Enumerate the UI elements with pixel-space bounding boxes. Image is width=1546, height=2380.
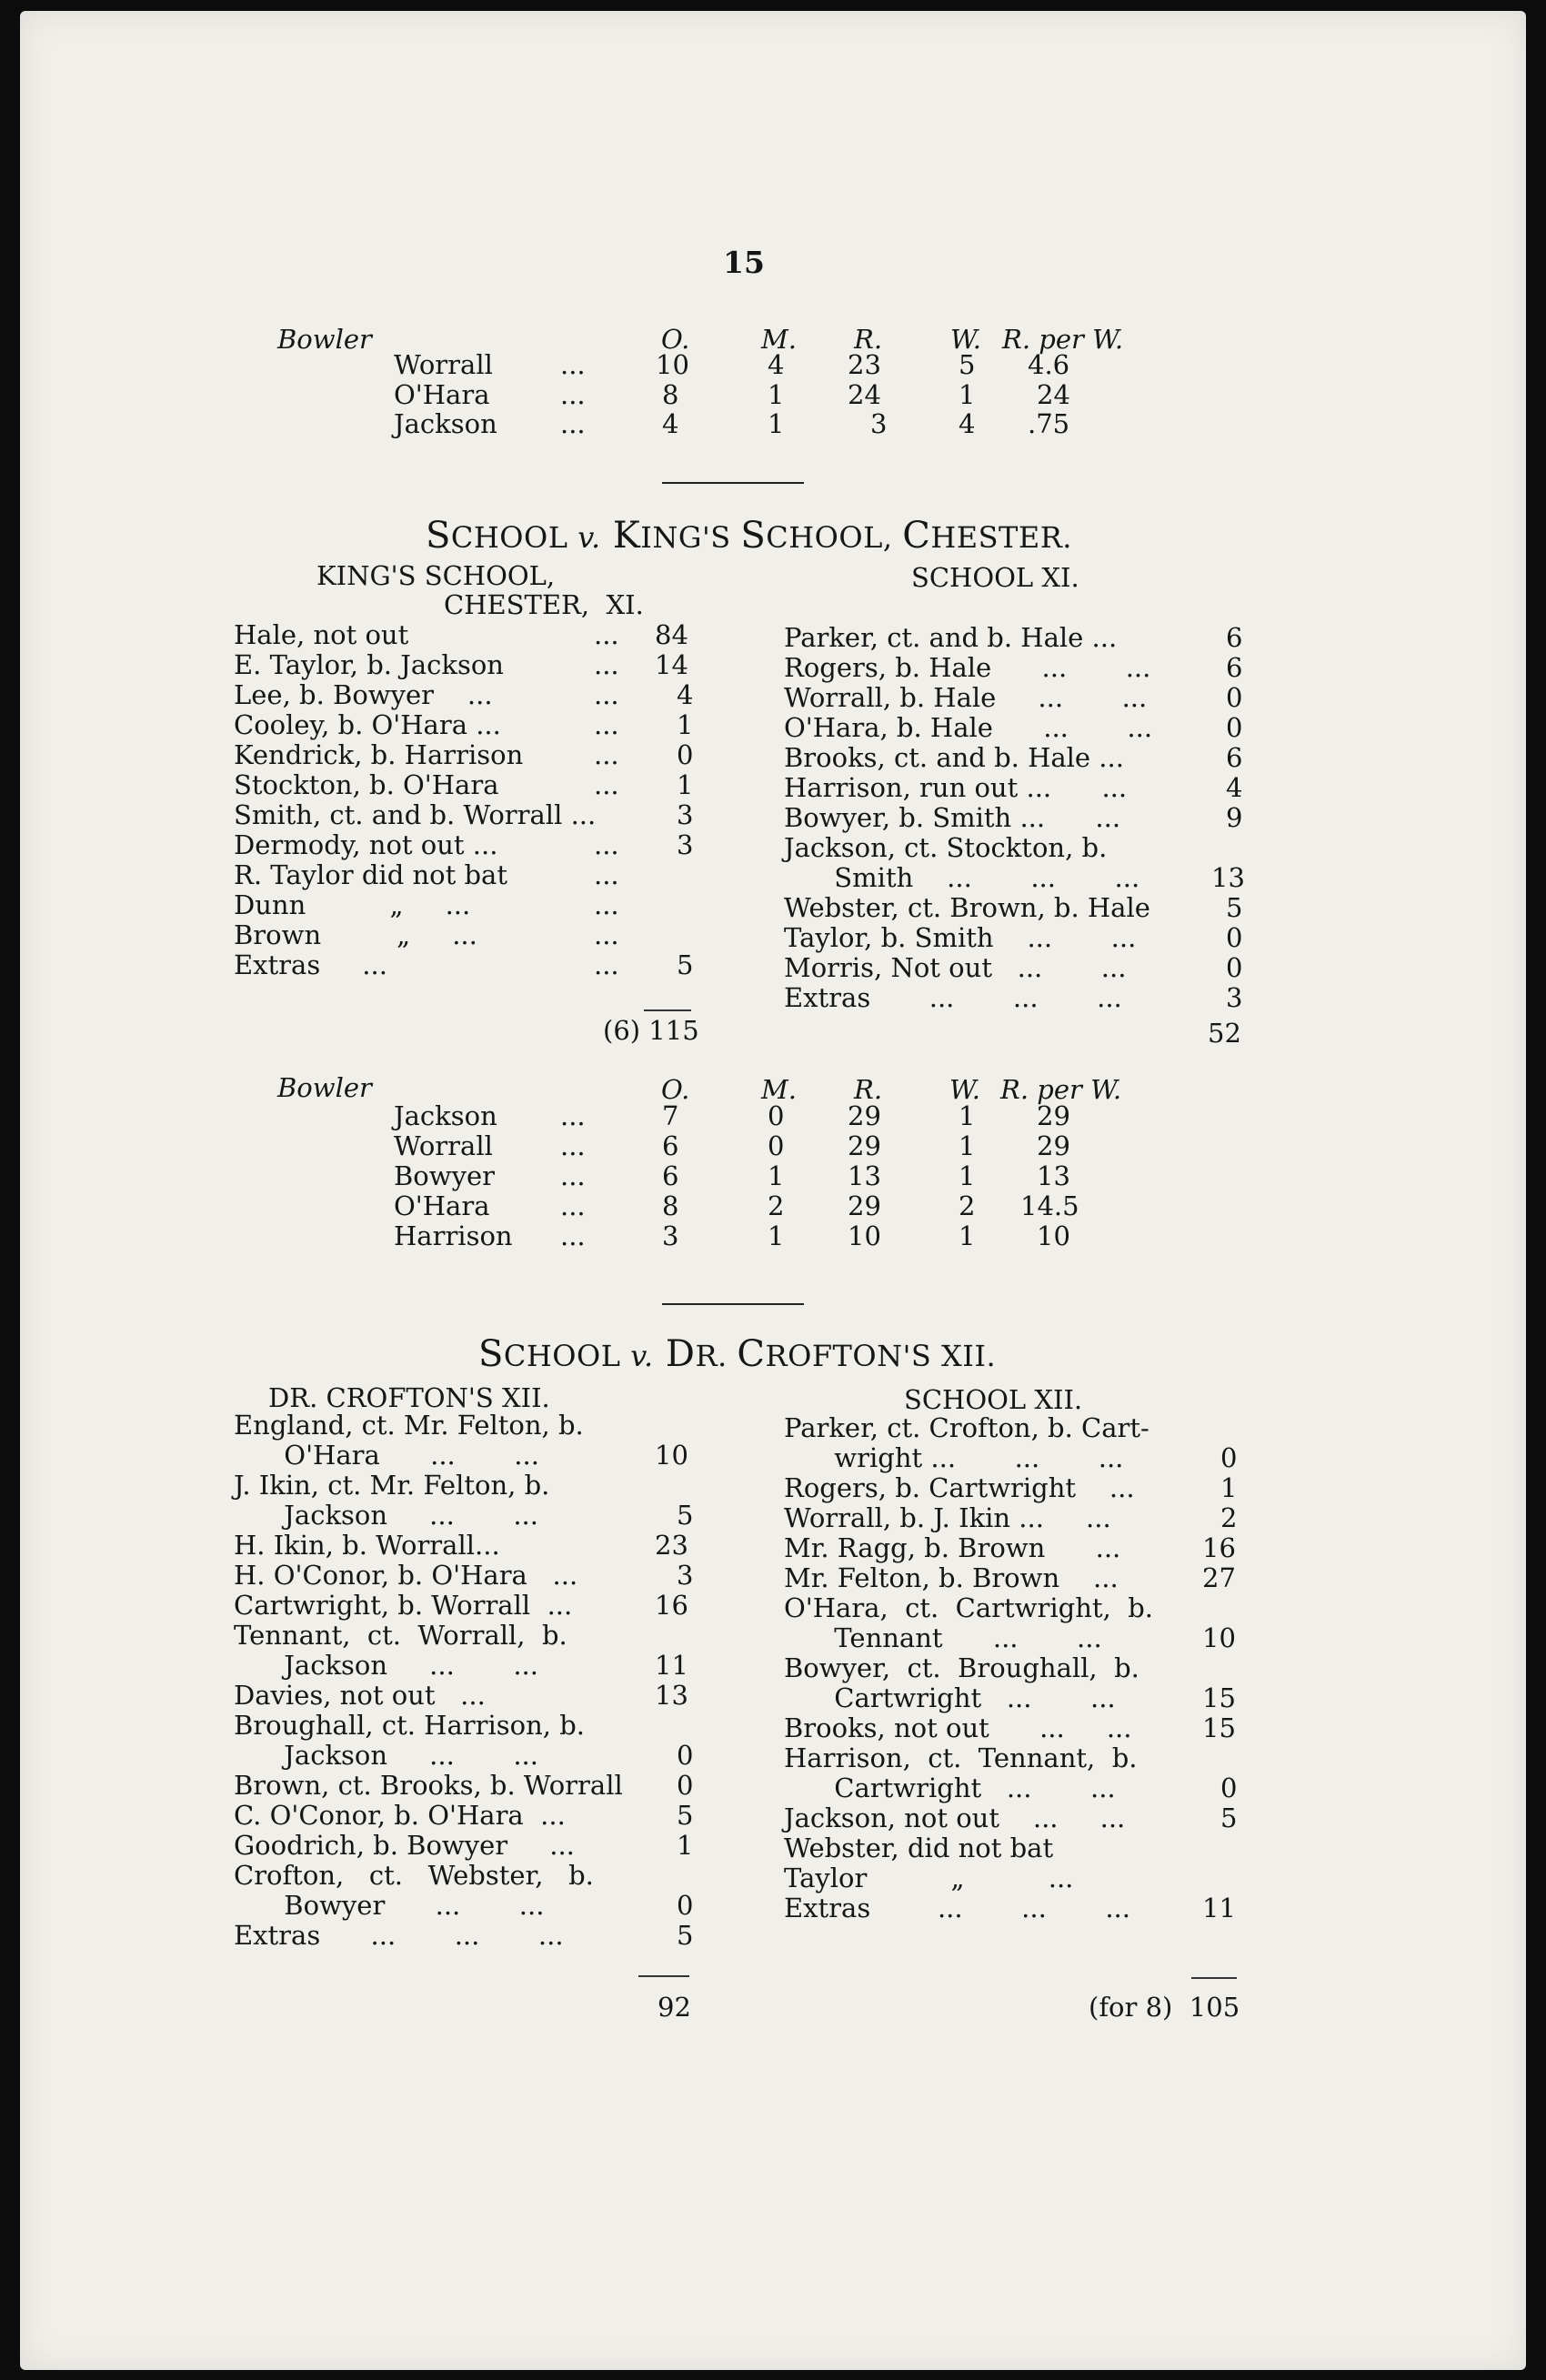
total-rule [1191, 1977, 1237, 1979]
batsman-runs: 16 [655, 1590, 688, 1621]
batsman-runs: 6 [1226, 622, 1243, 653]
batsman-entry: Tennant ... ... [784, 1622, 1102, 1653]
rpw: 29 [1037, 1130, 1070, 1161]
batsman-entry: O'Hara ... ... [234, 1440, 539, 1471]
dots: ... [560, 1130, 586, 1161]
wickets: 1 [959, 1130, 976, 1161]
runs: 29 [848, 1130, 881, 1161]
batsman-entry: Brooks, ct. and b. Hale ... [784, 742, 1124, 773]
wickets: 4 [959, 408, 976, 439]
bowler-name: Harrison [394, 1220, 513, 1251]
batsman-entry: Jackson, ct. Stockton, b. [784, 832, 1108, 863]
batsman-runs: 0 [677, 1740, 694, 1771]
page [20, 11, 1526, 2370]
innings-total: (6) 115 [603, 1015, 699, 1046]
total-rule [638, 1975, 689, 1977]
batsman-entry: Taylor, b. Smith ... ... [784, 922, 1137, 953]
batsman-entry: Bowyer ... ... [234, 1890, 545, 1921]
batsman-entry: Davies, not out ... [234, 1680, 486, 1711]
bowler-name: Jackson [394, 1100, 497, 1131]
rpw: 10 [1037, 1220, 1070, 1251]
batsman-entry: Worrall, b. Hale ... ... [784, 682, 1148, 713]
batsman-runs: 6 [1226, 652, 1243, 683]
batsman-runs: 23 [655, 1530, 688, 1561]
overs: 7 [662, 1100, 679, 1131]
innings-total: 52 [1208, 1018, 1241, 1049]
wickets: 1 [959, 379, 976, 410]
rpw: 14.5 [1020, 1190, 1079, 1221]
runs: 3 [870, 408, 888, 439]
batsman-entry: Jackson ... ... [234, 1650, 538, 1681]
wickets: 1 [959, 1220, 976, 1251]
runs-header: R. [854, 1074, 883, 1105]
rpw: .75 [1028, 408, 1070, 439]
overs-header: O. [661, 1074, 690, 1105]
maidens: 1 [768, 379, 785, 410]
batsman-entry: Hale, not out [234, 619, 409, 650]
batsman-runs: 3 [677, 799, 694, 830]
batsman-runs: 15 [1202, 1712, 1236, 1743]
batsman-entry: Parker, ct. and b. Hale ... [784, 622, 1118, 653]
bowler-name: Bowyer [394, 1160, 496, 1191]
batsman-entry: Brooks, not out ... ... [784, 1712, 1132, 1743]
rpw: 29 [1037, 1100, 1070, 1131]
batsman-runs: 0 [1226, 712, 1243, 743]
team-heading-crofton-xii: DR. CROFTON'S XII. [268, 1382, 550, 1413]
dots: ... [594, 829, 619, 860]
overs: 6 [662, 1130, 679, 1161]
overs: 8 [662, 1190, 679, 1221]
dots: ... [594, 919, 619, 950]
dots: ... [594, 859, 619, 890]
overs: 4 [662, 408, 679, 439]
overs: 6 [662, 1160, 679, 1191]
extras-runs: 3 [1226, 982, 1243, 1013]
batsman-entry: Smith, ct. and b. Worrall ... [234, 799, 597, 830]
bowler-name: O'Hara [394, 1190, 490, 1221]
batsman-runs: 10 [1202, 1622, 1236, 1653]
team-heading-school-xii: SCHOOL XII. [904, 1384, 1083, 1415]
batsman-entry: wright ... ... ... [784, 1442, 1124, 1473]
dots: ... [594, 709, 619, 740]
runs: 29 [848, 1190, 881, 1221]
dots: ... [560, 1160, 586, 1191]
wickets-header: W. [949, 1074, 980, 1105]
batsman-runs: 13 [1211, 862, 1245, 893]
rpw: 24 [1037, 379, 1070, 410]
match-title-1: SCHOOL v. KING'S SCHOOL, CHESTER. [426, 515, 1072, 557]
batsman-entry: Rogers, b. Cartwright ... [784, 1472, 1135, 1503]
batsman-runs: 9 [1226, 802, 1243, 833]
batsman-runs: 2 [1220, 1502, 1238, 1533]
innings-total: (for 8) 105 [1089, 1992, 1240, 2023]
batsman-entry: Webster, did not bat [784, 1833, 1054, 1863]
batsman-entry: Jackson ... ... [234, 1500, 538, 1531]
dots: ... [594, 769, 619, 800]
batsman-entry: Morris, Not out ... ... [784, 952, 1127, 983]
batsman-runs: 10 [655, 1440, 688, 1471]
batsman-runs: 11 [655, 1650, 688, 1681]
team-heading-school-xi: SCHOOL XI. [911, 562, 1079, 593]
batsman-entry: Taylor „ ... [784, 1863, 1074, 1893]
batsman-runs: 0 [1226, 922, 1243, 953]
total-rule [644, 1009, 691, 1011]
wickets: 5 [959, 349, 976, 380]
batsman-entry: Worrall, b. J. Ikin ... ... [784, 1502, 1111, 1533]
batsman-runs: 0 [677, 1890, 694, 1921]
batsman-runs: 1 [677, 1830, 694, 1861]
batsman-entry: Harrison, ct. Tennant, b. [784, 1742, 1138, 1773]
batsman-runs: 0 [1226, 682, 1243, 713]
maidens-header: M. [761, 1074, 797, 1105]
batsman-entry: E. Taylor, b. Jackson [234, 649, 504, 680]
maidens: 0 [768, 1100, 785, 1131]
batsman-entry: England, ct. Mr. Felton, b. [234, 1410, 584, 1441]
batsman-runs: 1 [677, 769, 694, 800]
rpw: 4.6 [1028, 349, 1070, 380]
batsman-entry: C. O'Conor, b. O'Hara ... [234, 1800, 566, 1831]
batsman-entry: Tennant, ct. Worrall, b. [234, 1620, 567, 1651]
dots: ... [594, 739, 619, 770]
batsman-entry: Brown, ct. Brooks, b. Worrall [234, 1770, 623, 1801]
batsman-entry: H. O'Conor, b. O'Hara ... [234, 1560, 578, 1591]
batsman-runs: 14 [655, 649, 688, 680]
batsman-entry: Broughall, ct. Harrison, b. [234, 1710, 585, 1741]
batsman-entry: Webster, ct. Brown, b. Hale [784, 892, 1150, 923]
batsman-entry: R. Taylor did not bat [234, 859, 507, 890]
batsman-entry: Parker, ct. Crofton, b. Cart- [784, 1412, 1149, 1443]
dots: ... [560, 349, 586, 380]
batsman-runs: 5 [1226, 892, 1243, 923]
maidens: 2 [768, 1190, 785, 1221]
batsman-runs: 15 [1202, 1682, 1236, 1713]
match-title-2: SCHOOL v. DR. CROFTON'S XII. [478, 1333, 997, 1375]
extras-entry: Extras ... [234, 949, 387, 980]
extras-runs: 5 [677, 949, 694, 980]
batsman-entry: Dunn „ ... [234, 889, 471, 920]
batsman-runs: 5 [677, 1500, 694, 1531]
maidens: 1 [768, 1160, 785, 1191]
overs: 8 [662, 379, 679, 410]
rpw-header: R. per W. [1000, 1074, 1122, 1105]
team-heading-kings-school: KING'S SCHOOL, [316, 560, 556, 591]
batsman-entry: Brown „ ... [234, 919, 477, 950]
wickets: 1 [959, 1160, 976, 1191]
batsman-runs: 0 [677, 739, 694, 770]
batsman-runs: 16 [1202, 1532, 1236, 1563]
batsman-runs: 13 [655, 1680, 688, 1711]
batsman-runs: 1 [1220, 1472, 1238, 1503]
extras-entry: Extras ... ... ... [234, 1920, 564, 1951]
batsman-entry: Cartwright, b. Worrall ... [234, 1590, 573, 1621]
batsman-entry: Cartwright ... ... [784, 1772, 1116, 1803]
dots: ... [594, 949, 619, 980]
team-heading-kings-school-line2: CHESTER, XI. [444, 589, 644, 620]
maidens: 1 [768, 1220, 785, 1251]
maidens: 4 [768, 349, 785, 380]
page-number: 15 [723, 245, 765, 280]
batsman-runs: 4 [1226, 772, 1243, 803]
batsman-runs: 84 [655, 619, 688, 650]
batsman-entry: Smith ... ... ... [784, 862, 1140, 893]
batsman-runs: 3 [677, 829, 694, 860]
wickets: 1 [959, 1100, 976, 1131]
bowler-name: Worrall [394, 1130, 493, 1161]
runs: 13 [848, 1160, 881, 1191]
bowler-name: Worrall [394, 349, 493, 380]
batsman-entry: Goodrich, b. Bowyer ... [234, 1830, 575, 1861]
wickets: 2 [959, 1190, 976, 1221]
batsman-entry: Bowyer, b. Smith ... ... [784, 802, 1121, 833]
batsman-entry: O'Hara, ct. Cartwright, b. [784, 1592, 1153, 1623]
batsman-entry: Kendrick, b. Harrison [234, 739, 524, 770]
dots: ... [560, 379, 586, 410]
batsman-runs: 1 [677, 709, 694, 740]
batsman-entry: Crofton, ct. Webster, b. [234, 1860, 594, 1891]
runs: 23 [848, 349, 881, 380]
wickets-header: W. [950, 324, 981, 355]
bowler-name: O'Hara [394, 379, 490, 410]
dots: ... [560, 1190, 586, 1221]
section-divider [662, 482, 804, 484]
batsman-runs: 0 [1220, 1442, 1238, 1473]
batsman-entry: J. Ikin, ct. Mr. Felton, b. [234, 1470, 550, 1501]
batsman-entry: Lee, b. Bowyer ... [234, 679, 493, 710]
dots: ... [594, 619, 619, 650]
batsman-entry: Dermody, not out ... [234, 829, 498, 860]
batsman-entry: Jackson, not out ... ... [784, 1803, 1126, 1833]
batsman-runs: 6 [1226, 742, 1243, 773]
extras-runs: 11 [1202, 1893, 1236, 1923]
dots: ... [594, 679, 619, 710]
batsman-runs: 0 [1226, 952, 1243, 983]
batsman-runs: 5 [677, 1800, 694, 1831]
extras-entry: Extras ... ... ... [784, 982, 1122, 1013]
batsman-runs: 5 [1220, 1803, 1238, 1833]
overs-header: O. [661, 324, 690, 355]
bowler-name: Jackson [394, 408, 497, 439]
batsman-runs: 27 [1202, 1562, 1236, 1593]
section-divider [662, 1303, 804, 1305]
bowler-header: Bowler [277, 1072, 372, 1103]
batsman-entry: Cartwright ... ... [784, 1682, 1116, 1713]
dots: ... [560, 1220, 586, 1251]
runs-header: R. [854, 324, 883, 355]
maidens: 0 [768, 1130, 785, 1161]
batsman-entry: Mr. Ragg, b. Brown ... [784, 1532, 1121, 1563]
batsman-runs: 0 [1220, 1772, 1238, 1803]
batsman-entry: Harrison, run out ... ... [784, 772, 1128, 803]
batsman-entry: Rogers, b. Hale ... ... [784, 652, 1151, 683]
extras-entry: Extras ... ... ... [784, 1893, 1130, 1923]
runs: 24 [848, 379, 881, 410]
rpw-header: R. per W. [1002, 324, 1124, 355]
batsman-entry: Stockton, b. O'Hara [234, 769, 499, 800]
overs: 3 [662, 1220, 679, 1251]
batsman-entry: H. Ikin, b. Worrall... [234, 1530, 500, 1561]
batsman-entry: Cooley, b. O'Hara ... [234, 709, 501, 740]
overs: 10 [656, 349, 689, 380]
innings-total: 92 [658, 1992, 691, 2023]
bowler-header: Bowler [277, 324, 372, 355]
dots: ... [560, 1100, 586, 1131]
dots: ... [594, 889, 619, 920]
batsman-runs: 3 [677, 1560, 694, 1591]
batsman-entry: O'Hara, b. Hale ... ... [784, 712, 1153, 743]
runs: 29 [848, 1100, 881, 1131]
batsman-entry: Bowyer, ct. Broughall, b. [784, 1652, 1139, 1683]
dots: ... [594, 649, 619, 680]
extras-runs: 5 [677, 1920, 694, 1951]
maidens-header: M. [761, 324, 797, 355]
dots: ... [560, 408, 586, 439]
batsman-entry: Mr. Felton, b. Brown ... [784, 1562, 1119, 1593]
runs: 10 [848, 1220, 881, 1251]
rpw: 13 [1037, 1160, 1070, 1191]
batsman-runs: 0 [677, 1770, 694, 1801]
batsman-entry: Jackson ... ... [234, 1740, 538, 1771]
maidens: 1 [768, 408, 785, 439]
batsman-runs: 4 [677, 679, 694, 710]
